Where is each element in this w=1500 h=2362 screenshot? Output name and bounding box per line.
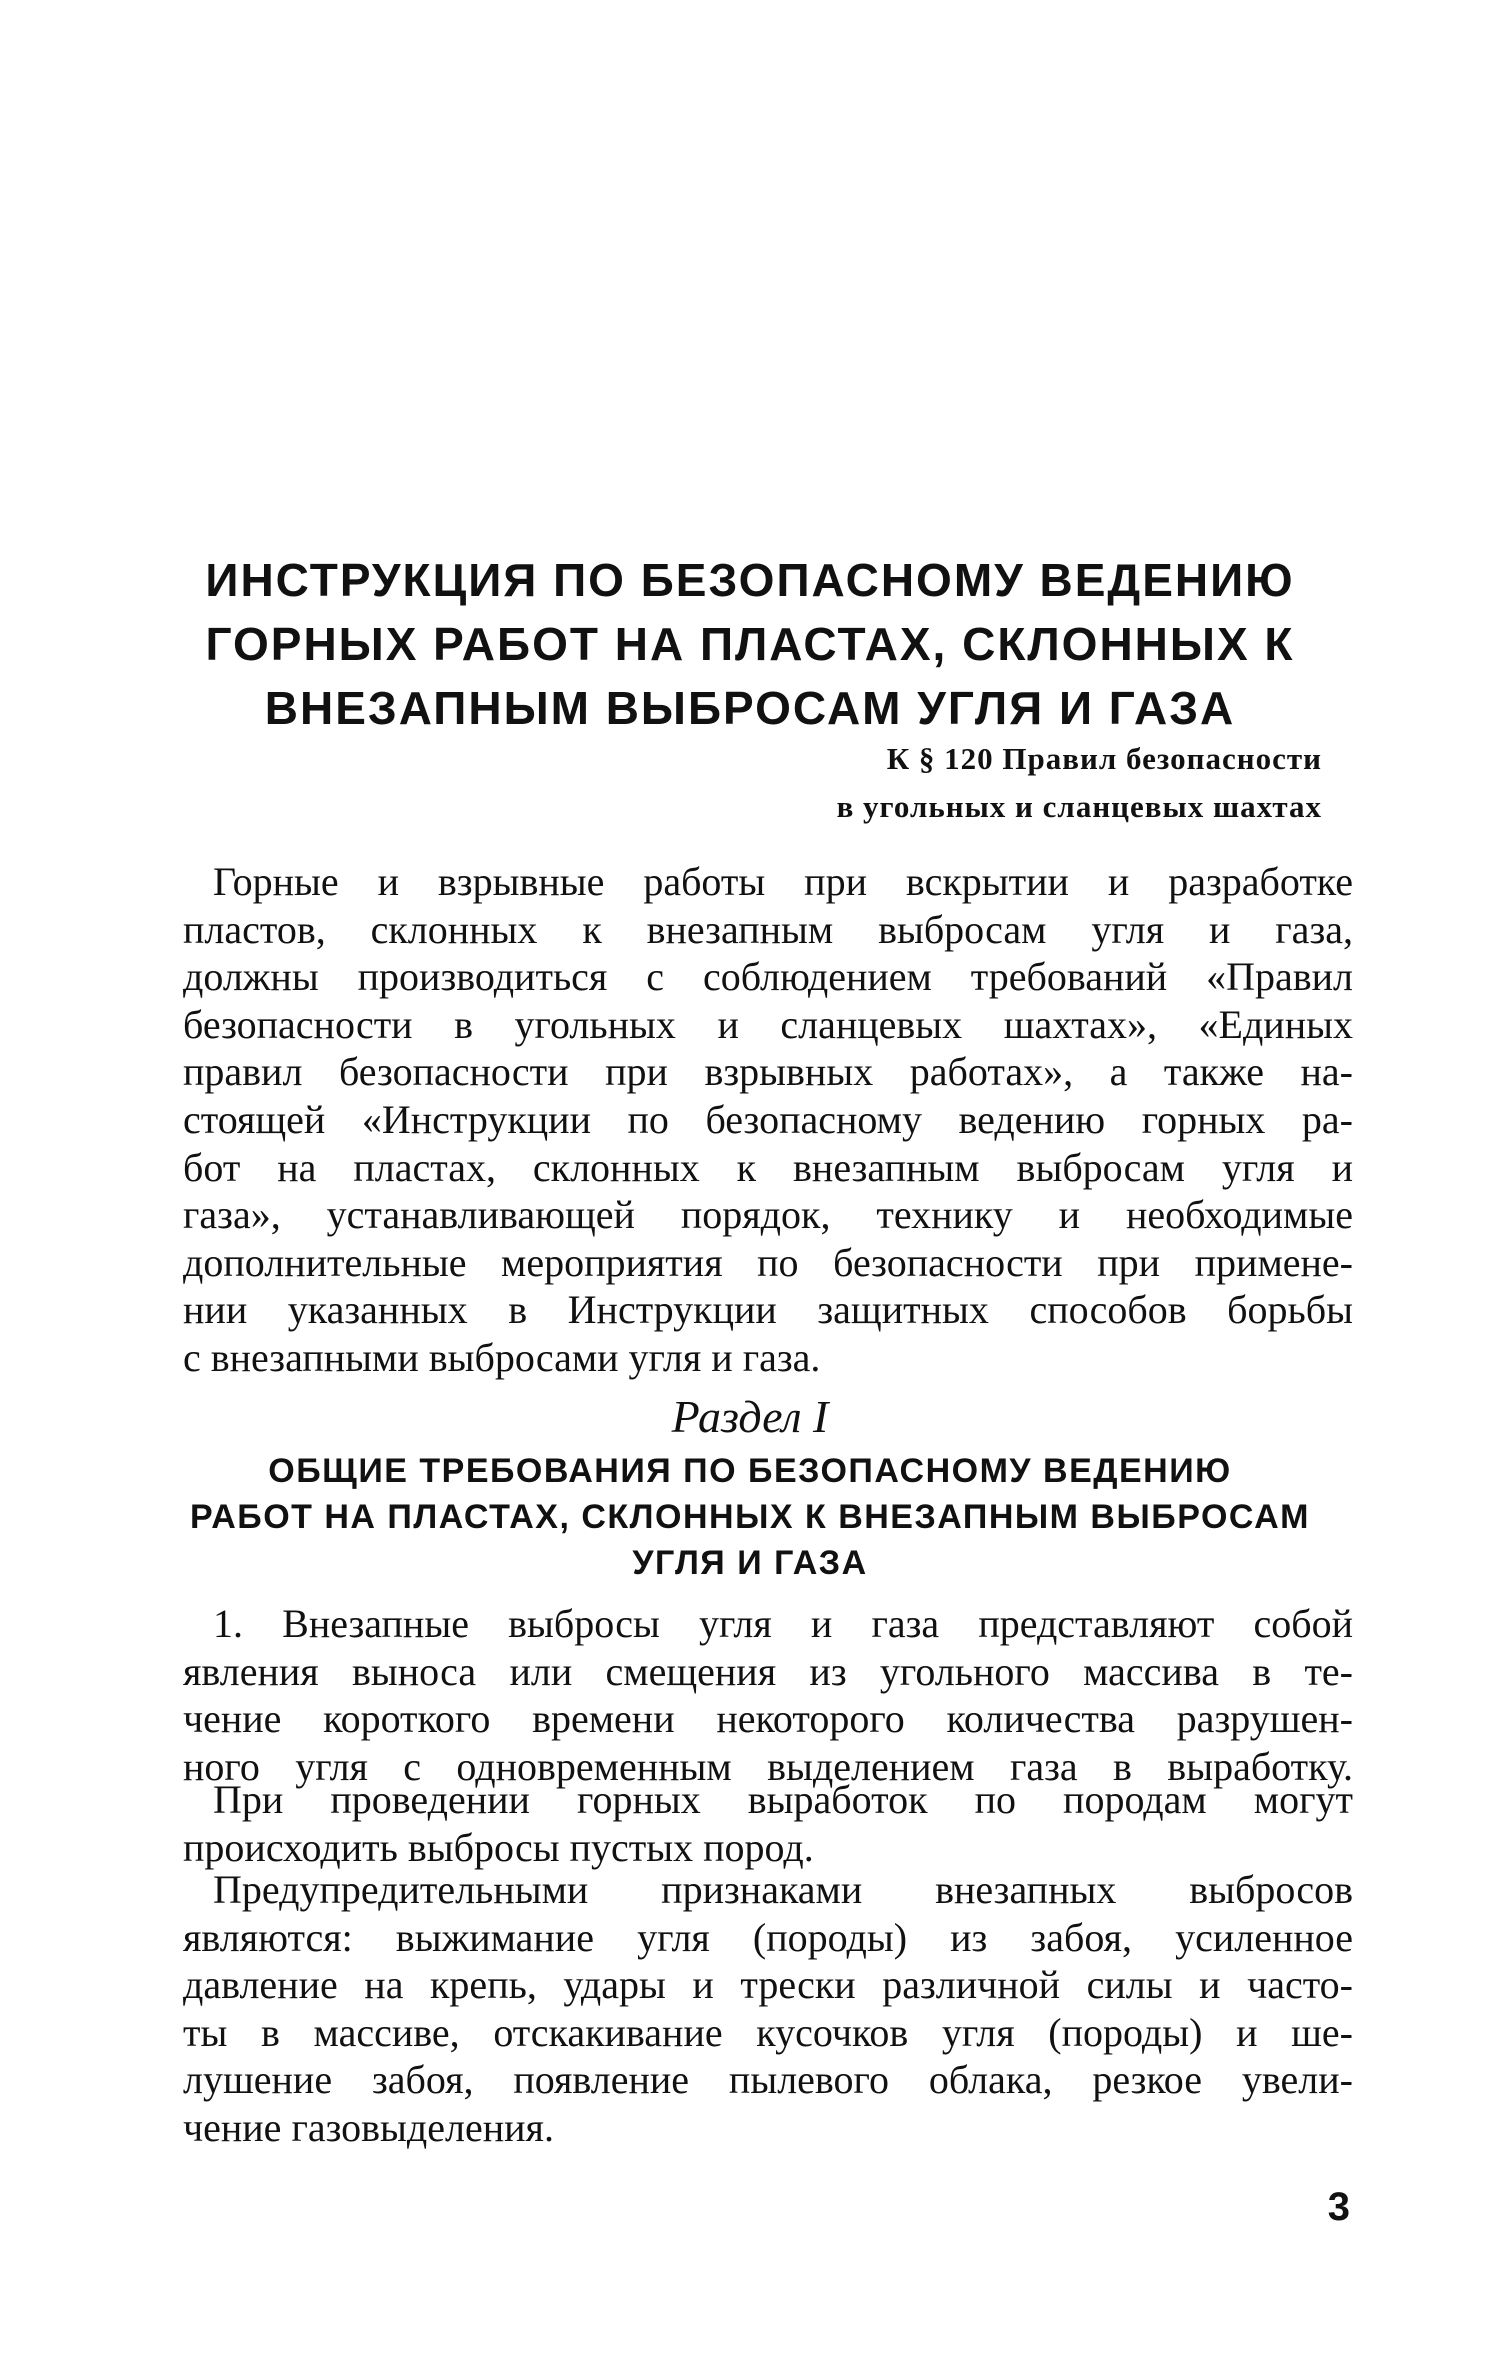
paragraph-line: ты в массиве, отскакивание кусочков угля (породы) и ше- bbox=[183, 2009, 1353, 2055]
paragraph-line: чение газовыделения. bbox=[183, 2104, 554, 2150]
paragraph-line: ного угля с одновременным выделением газа в выработку. bbox=[183, 1743, 1353, 1789]
section-title-line: ОБЩИЕ ТРЕБОВАНИЯ ПО БЕЗОПАСНОМУ ВЕДЕНИЮ bbox=[268, 1452, 1232, 1490]
section-title bbox=[150, 1448, 1350, 1586]
paragraph-line: стоящей «Инструкции по безопасному ведению горных ра- bbox=[183, 1096, 1353, 1142]
epigraph bbox=[837, 735, 1322, 831]
page-number: 3 bbox=[1327, 2185, 1350, 2229]
paragraph-line: пластов, склонных к внезапным выбросам угля и газа, bbox=[183, 906, 1353, 952]
paragraph-3 bbox=[183, 1866, 1353, 2152]
paragraph-line: чение короткого времени некоторого количества разрушен- bbox=[183, 1696, 1353, 1742]
paragraph-line: газа», устанавливающей порядок, технику и необходимые bbox=[183, 1192, 1353, 1238]
paragraph-line: безопасности в угольных и сланцевых шахтах», «Единых bbox=[183, 1001, 1353, 1047]
paragraph-line: с внезапными выбросами угля и газа. bbox=[183, 1334, 821, 1380]
paragraph-line: правил безопасности при взрывных работах», а также на- bbox=[183, 1049, 1353, 1095]
paragraph-line: нии указанных в Инструкции защитных способов борьбы bbox=[183, 1287, 1353, 1333]
paragraph-line: явления выноса или смещения из угольного массива в те- bbox=[183, 1648, 1353, 1694]
paragraph-line: дополнительные мероприятия по безопасности при примене- bbox=[183, 1239, 1353, 1285]
paragraph-line: должны производиться с соблюдением требований «Правил bbox=[183, 954, 1353, 1000]
epigraph-line: в угольных и сланцевых шахтах bbox=[836, 789, 1322, 824]
paragraph-line: 1. Внезапные выбросы угля и газа представляют собой bbox=[213, 1601, 1353, 1646]
document-title bbox=[150, 548, 1350, 740]
paragraph-line: являются: выжимание угля (породы) из забоя, усиленное bbox=[183, 1914, 1353, 1960]
section-label: Раздел I bbox=[671, 1391, 829, 1442]
paragraph-line: бот на пластах, склонных к внезапным выбросам угля и bbox=[183, 1144, 1353, 1190]
paragraph-line: происходить выбросы пустых пород. bbox=[183, 1824, 814, 1870]
section-title-line: УГЛЯ И ГАЗА bbox=[632, 1544, 868, 1582]
paragraph-line: При проведении горных выработок по породам могут bbox=[213, 1777, 1353, 1822]
paragraph-line: лушение забоя, появление пылевого облака, резкое увели- bbox=[183, 2057, 1353, 2103]
paragraph-line: Горные и взрывные работы при вскрытии и разработке bbox=[213, 859, 1353, 904]
paragraph-line: Предупредительными признаками внезапных выбросов bbox=[213, 1867, 1353, 1912]
paragraph-2 bbox=[183, 1776, 1353, 1871]
title-line: ВНЕЗАПНЫМ ВЫБРОСАМ УГЛЯ И ГАЗА bbox=[264, 682, 1236, 734]
intro-paragraph bbox=[183, 858, 1353, 1382]
title-line: ГОРНЫХ РАБОТ НА ПЛАСТАХ, СКЛОННЫХ К bbox=[205, 618, 1295, 670]
epigraph-line: К § 120 Правил безопасности bbox=[886, 741, 1322, 776]
title-line: ИНСТРУКЦИЯ ПО БЕЗОПАСНОМУ ВЕДЕНИЮ bbox=[205, 554, 1295, 606]
paragraph-line: давление на крепь, удары и трески различной силы и часто- bbox=[183, 1962, 1353, 2008]
section-title-line: РАБОТ НА ПЛАСТАХ, СКЛОННЫХ К ВНЕЗАПНЫМ ВЫБРОСАМ bbox=[190, 1498, 1310, 1536]
paragraph-1 bbox=[183, 1600, 1353, 1790]
